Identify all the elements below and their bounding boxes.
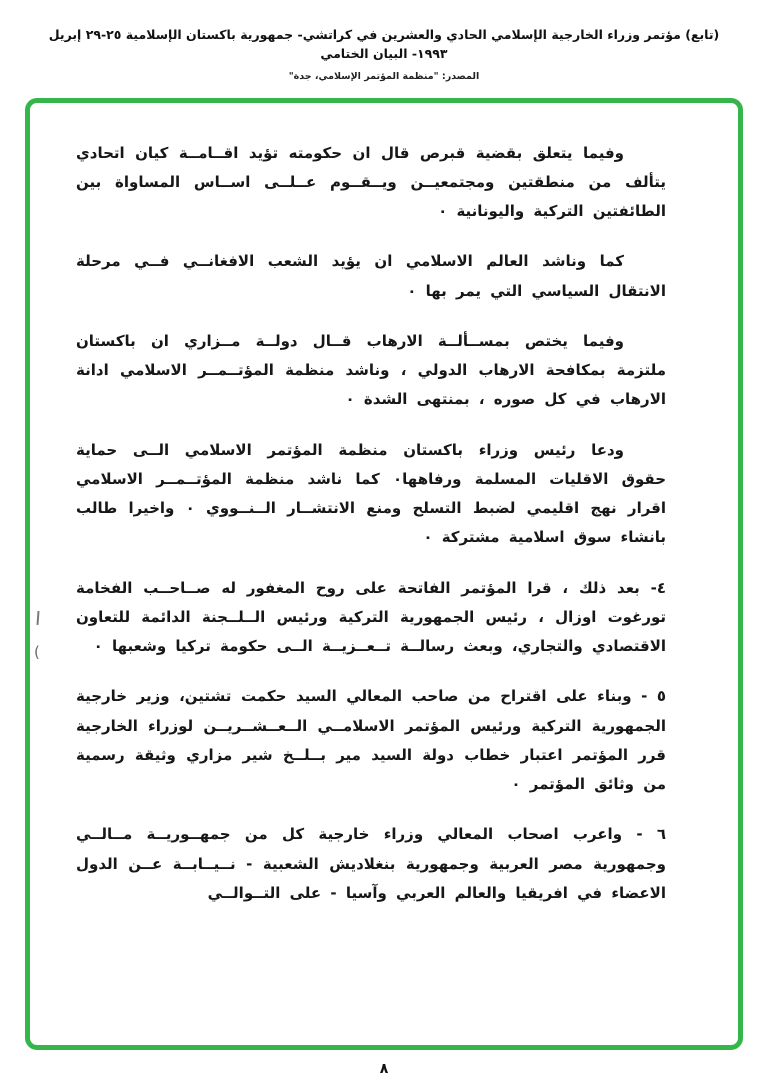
paragraph-item-4: ٤- بعد ذلك ، قرا المؤتمر الفاتحة على روح المغفور له صــاحــب الفخامة تورغوت اوزال ، رئيس الجمهورية التركية ورئيس الــلــجنة الدائمة للتعاون الاقتصادي والتجاري، وبعث رسالــة تــعــزيــة الــى حكومة تركيا وشعبها ٠ xyxy=(76,578,666,655)
header-title: (تابع) مؤتمر وزراء الخارجية الإسلامي الحادي والعشرين في كراتشي- جمهورية باكستان الإسلامية ٢٥-٢٩ إبريل ١٩٩٣- البيان الختامي xyxy=(48,27,720,61)
paragraph-cyprus: وفيما يتعلق بقضية قبرص قال ان حكومته تؤيد اقــامــة كيان اتحادي يتألف من منطقتين ومجتمعيــن ويــقــوم عــلــى اســاس المساواة بين الطائفتين التركية واليونانية ٠ xyxy=(76,143,666,220)
paragraph-minorities: ودعا رئيس وزراء باكستان منظمة المؤتمر الاسلامي الــى حماية حقوق الاقليات المسلمة ورفاهها٠ كما ناشد منظمة المؤتــمــر الاسلامي اقرار نهج اقليمي لضبط التسلح ومنع الانتشــار الــنــووي ٠ واخيرا طالب بانشاء سوق اسلامية مشتركة ٠ xyxy=(76,440,667,547)
scan-frame xyxy=(25,98,743,1050)
paragraph-afghanistan: كما وناشد العالم الاسلامي ان يؤيد الشعب الافغانــي فــي مرحلة الانتقال السياسي التي يمر بها ٠ xyxy=(76,252,666,300)
scan-artifact-paren: ( xyxy=(34,642,40,661)
scan-artifact-tick xyxy=(37,610,40,624)
paragraph-item-6: ٦ - واعرب اصحاب المعالي وزراء خارجية كل من جمهــوريــة مــالــي وجمهورية مصر العربية وجمهورية بنغلاديش الشعبية - نــيــابــة عــن الدول الاعضاء في افريقيا والعالم العربي وآسيا - على التــوالــي xyxy=(76,825,666,902)
paragraph-terrorism: وفيما يختص بمســألــة الارهاب قــال دولــة مــزاري ان باكستان ملتزمة بمكافحة الارهاب الدولي ، وناشد منظمة المؤتــمــر الاسلامي ادانة الارهاب في كل صوره ، بمنتهى الشدة ٠ xyxy=(76,331,666,409)
header-source: المصدر: "منظمة المؤتمر الإسلامي، جدة" xyxy=(288,70,480,82)
scan-text-block xyxy=(76,139,666,930)
page-number: ٨ xyxy=(379,1061,389,1077)
document-header xyxy=(0,0,768,82)
paragraph-item-5: ٥ - وبناء على اقتراح من صاحب المعالي السيد حكمت تشتين، وزير خارجية الجمهورية التركية ورئيس المؤتمر الاسلامــي الــعــشــريــن لوزراء الخارجية قرر المؤتمر اعتبار خطاب دولة السيد مير بــلــخ شير مزاري وثيقة رسمية من وثائق المؤتمر ٠ xyxy=(76,687,666,793)
